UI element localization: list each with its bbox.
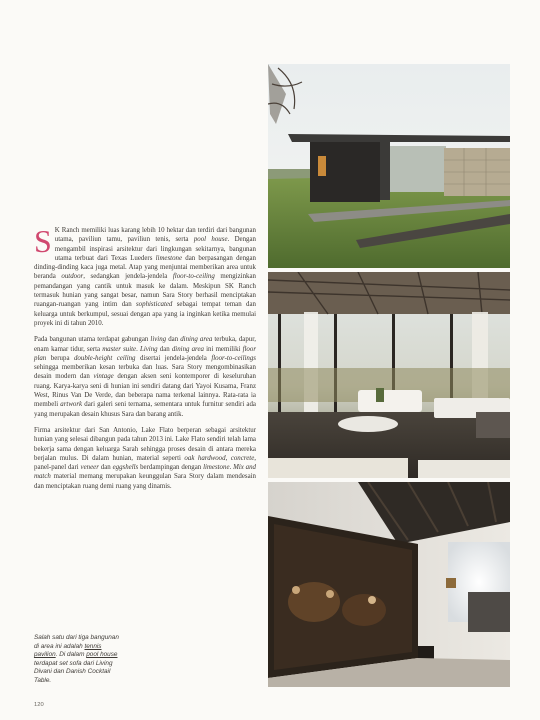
italic-run: floor-to-ceiling: [172, 273, 215, 281]
text-run: disertai jendela-jendela: [135, 354, 212, 362]
living-room-photo: [268, 272, 510, 478]
pavilion-exterior-photo: [268, 64, 510, 268]
italic-run: Mix and match: [34, 464, 256, 481]
italic-run: limestone: [155, 254, 183, 262]
text-run: mengizinkan pemandangan yang cantik untuk masuk ke dalam. Meskipun SK Ranch termasuk hunian yang sangat besar, namun Sara Story berhasil menciptakan ruangan-ruangan yang intim dan: [34, 273, 256, 309]
paragraph-2: [34, 335, 256, 419]
drop-cap: S: [34, 223, 52, 259]
italic-run: dining area: [180, 336, 213, 344]
text-run: dan: [98, 464, 113, 472]
text-run: . Di dalam: [55, 651, 87, 659]
italic-run: double-height ceiling: [73, 354, 136, 362]
text-run: , panel-panel dari: [34, 454, 256, 472]
text-run: sehingga memberikan kesan terbuka dan luas. Sara Story mengombinasikan desain modern dan: [34, 364, 256, 381]
text-run: Salah satu dari tiga bangunan di area ini adalah: [34, 634, 119, 650]
text-run: Pada bangunan utama terdapat gabungan: [34, 336, 151, 344]
italic-run: eggshells: [112, 464, 139, 472]
italic-run: Living: [139, 345, 158, 353]
gallery-interior-photo: [268, 482, 510, 687]
text-run: .: [229, 464, 234, 472]
paragraph-3: [34, 426, 256, 491]
text-run: terdapat set sofa dari Living Divani dan Danish Cocktail Table.: [34, 659, 113, 684]
italic-run: veneer: [80, 464, 99, 472]
italic-run: floor plan: [34, 345, 256, 362]
text-run: . Dengan mengambil inspirasi arsitektur dari lingkungan sekitarnya, bangunan utama terbuat dari Texas Lueders: [54, 236, 256, 262]
paragraph-1-text: [34, 223, 256, 327]
text-run: dan: [157, 345, 172, 353]
text-run: terbuka, dapur, enam kamar tidur, serta: [34, 336, 256, 353]
text-run: berupa: [46, 354, 74, 362]
text-run: berdampingan dengan: [138, 464, 204, 472]
italic-run: floor-to-ceilings: [211, 354, 256, 362]
italic-run: limestone: [203, 464, 230, 472]
text-run: ini memiliki: [204, 345, 243, 353]
text-run: K Ranch memiliki luas karang lebih 10 hektar dan terdiri dari bangunan utama, paviliun tamu, paviliun tenis, serta: [54, 227, 256, 244]
text-run: pool house: [86, 651, 118, 659]
text-run: dan: [166, 336, 181, 344]
italic-run: dining area: [171, 345, 204, 353]
paragraph-1: [34, 223, 256, 328]
text-run: tennis pavilion: [34, 642, 102, 659]
italic-run: outdoor: [61, 273, 84, 281]
italic-run: master suite: [102, 345, 137, 353]
italic-run: oak hardwood, concrete: [184, 454, 255, 462]
photo-caption: [34, 634, 120, 686]
italic-run: pool house: [193, 236, 228, 244]
text-run: sebagai tempat teman dan keluarga untuk berkumpul, sesuai dengan apa yang ia inginkan ketika memulai proyek ini di tahun 2010.: [34, 301, 256, 327]
italic-run: sophisticated: [136, 301, 173, 309]
italic-run: artwork: [60, 401, 83, 409]
text-run: Firma arsitektur dari San Antonio, Lake Flato berperan sebagai arsitektur hunian yang selesai dibangun pada tahun 2013 ini. Lake Flato sendiri telah lama bekerja sama dengan keluarga Sarah sehingga proses desain di antara mereka berjalan mulus. Di dalam hunian, material seperti: [34, 426, 256, 462]
text-run: dari galeri seni ternama, sementara untuk furnitur sendiri ada yang merupakan desain khusus Sara dan barang antik.: [34, 401, 256, 418]
text-run: , sedangkan jendela-jendela: [83, 273, 173, 281]
page-number: 120: [34, 702, 44, 708]
italic-run: living: [150, 336, 167, 344]
italic-run: vintage: [93, 373, 114, 381]
text-run: .: [136, 345, 140, 353]
text-run: dan berpasangan dengan dinding-dinding kaca juga metal. Atap yang menjuntai memberikan area untuk beranda: [34, 254, 256, 281]
text-run: dengan aksen seni kontemporer di keseluruhan ruang. Karya-karya seni di hunian ini sendiri datang dari Yayoi Kusama, Franz West, Rinus Van De Verde, dan beberapa nama terkenal lainnya. Rata-rata ia membeli: [34, 373, 256, 409]
text-run: material memang merupakan keunggulan Sara Story dalam mendesain dan menciptakan ruang demi ruang yang dinamis.: [34, 473, 256, 490]
article-body: [34, 223, 256, 498]
